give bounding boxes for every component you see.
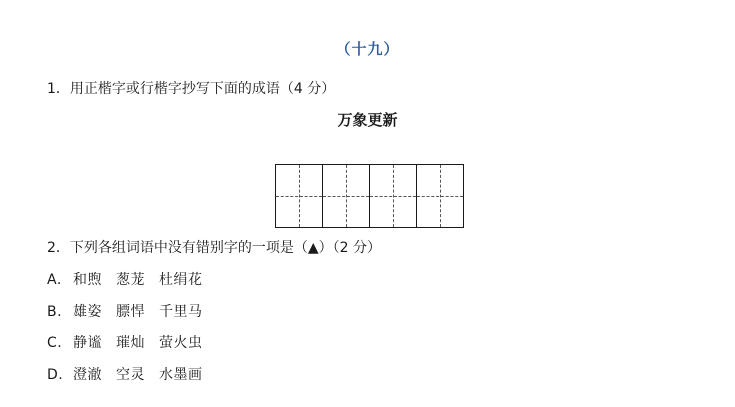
writing-cell[interactable]	[370, 165, 417, 227]
writing-grid	[275, 164, 464, 228]
option-label: A.	[47, 272, 62, 288]
option-b[interactable]	[47, 301, 217, 321]
question-2-text: 2．下列各组词语中没有错别字的一项是（▲）（2 分）	[47, 240, 382, 256]
option-label: B.	[47, 304, 63, 320]
writing-cell[interactable]	[276, 165, 323, 227]
option-word: 萤火虫	[159, 335, 203, 351]
option-a[interactable]	[47, 269, 217, 289]
option-word: 杜绢花	[159, 272, 203, 288]
option-label: D.	[47, 367, 64, 383]
option-word: 膘悍	[116, 304, 145, 320]
option-word: 璀灿	[116, 335, 145, 351]
writing-cell[interactable]	[417, 165, 463, 227]
option-word: 空灵	[116, 367, 145, 383]
option-label: C.	[47, 335, 63, 351]
writing-cell[interactable]	[323, 165, 370, 227]
option-word: 千里马	[159, 304, 203, 320]
section-title: （十九）	[335, 40, 400, 58]
option-word: 葱茏	[116, 272, 145, 288]
option-word: 静谧	[73, 335, 102, 351]
question-1-text: 1．用正楷字或行楷字抄写下面的成语（4 分）	[47, 81, 336, 97]
option-c[interactable]	[47, 332, 217, 352]
option-word: 雄姿	[73, 304, 102, 320]
option-word: 和煦	[73, 272, 102, 288]
option-word: 水墨画	[159, 367, 203, 383]
option-d[interactable]	[47, 364, 217, 384]
option-word: 澄澈	[73, 367, 102, 383]
idiom-to-copy: 万象更新	[337, 111, 398, 129]
